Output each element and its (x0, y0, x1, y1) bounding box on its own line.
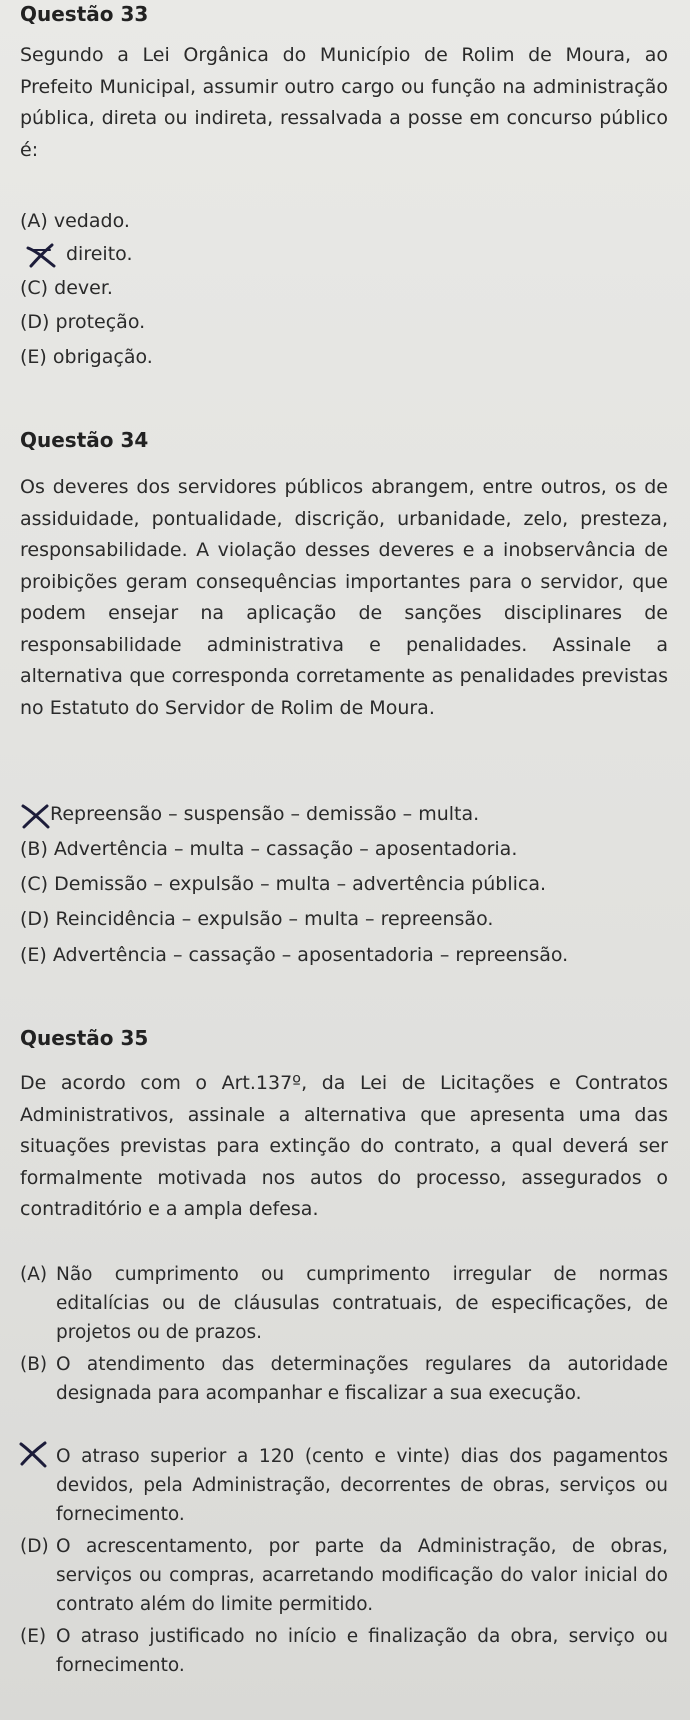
handwritten-x-mark-icon (20, 802, 52, 830)
question-35-title: Questão 35 (20, 1026, 149, 1050)
option-text: O atendimento das determinações regulares da autoridade designada para acompanhar e fiscalizar a sua execução. (56, 1354, 668, 1404)
q35-option-d[interactable] (20, 1532, 668, 1619)
option-letter: (C) (20, 873, 49, 895)
q34-option-b[interactable] (20, 833, 517, 865)
q34-option-e[interactable] (20, 939, 568, 971)
q33-option-e[interactable] (20, 341, 153, 373)
option-text: vedado. (53, 210, 130, 232)
option-text: direito. (66, 243, 133, 265)
question-35-text: De acordo com o Art.137º, da Lei de Licitações e Contratos Administrativos, assinale a alternativa que apresenta uma das situações previstas para extinção do contrato, a qual deverá ser formalmente motivada nos autos do processo, assegurados o contraditório e a ampla defesa. (20, 1072, 668, 1220)
option-letter: (D) (20, 311, 50, 333)
question-34-title: Questão 34 (20, 428, 149, 452)
option-letter: (A) (20, 1264, 48, 1285)
option-letter: (C) (20, 277, 49, 299)
option-text: O atraso justificado no início e finalização da obra, serviço ou fornecimento. (56, 1626, 668, 1676)
option-text: Advertência – cassação – aposentadoria – repreensão. (52, 944, 569, 966)
option-letter: (E) (20, 1626, 47, 1647)
q33-option-c[interactable] (20, 272, 113, 304)
option-letter: (D) (20, 908, 50, 930)
option-text: proteção. (55, 311, 146, 333)
q33-option-b[interactable] (66, 238, 132, 270)
option-letter: (A) (20, 210, 48, 232)
option-letter: (B) (20, 838, 48, 860)
q33-option-a[interactable] (20, 205, 130, 237)
option-text: Advertência – multa – cassação – aposentadoria. (53, 838, 518, 860)
question-33-text: Segundo a Lei Orgânica do Município de Rolim de Moura, ao Prefeito Municipal, assumir outro cargo ou função na administração pública, direta ou indireta, ressalvada a posse em concurso público é: (20, 44, 668, 161)
q34-option-a[interactable] (50, 798, 479, 830)
q34-option-c[interactable] (20, 868, 546, 900)
option-letter: (B) (20, 1354, 48, 1375)
option-text: O acrescentamento, por parte da Administração, de obras, serviços ou compras, acarretando modificação do valor inicial do contrato além do limite permitido. (56, 1536, 668, 1615)
option-letter: (D) (20, 1536, 49, 1557)
option-text: Repreensão – suspensão – demissão – multa. (50, 803, 480, 825)
option-letter: (E) (20, 346, 47, 368)
q35-option-c[interactable] (20, 1442, 668, 1529)
q35-option-b[interactable] (20, 1350, 668, 1408)
option-text: Não cumprimento ou cumprimento irregular de normas editalícias ou de cláusulas contratuais, de especificações, de projetos ou de prazos. (56, 1264, 668, 1343)
question-34-text: Os deveres dos servidores públicos abrangem, entre outros, os de assiduidade, pontualidade, discrição, urbanidade, zelo, presteza, responsabilidade. A violação desses deveres e a inobservância de proibições geram consequências importantes para o servidor, que podem ensejar na aplicação de sanções disciplinares de responsabilidade administrativa e penalidades. Assinale a alternativa que corresponda corretamente as penalidades previstas no Estatuto do Servidor de Rolim de Moura. (20, 476, 668, 719)
option-text: O atraso superior a 120 (cento e vinte) dias dos pagamentos devidos, pela Administração, decorrentes de obras, serviços ou fornecimento. (56, 1446, 668, 1525)
option-text: dever. (54, 277, 113, 299)
option-letter: (E) (20, 944, 47, 966)
q35-option-e[interactable] (20, 1622, 668, 1680)
q35-option-a[interactable] (20, 1260, 668, 1347)
option-text: Reincidência – expulsão – multa – repreensão. (55, 908, 494, 930)
option-text: obrigação. (52, 346, 153, 368)
q34-option-d[interactable] (20, 903, 493, 935)
handwritten-x-mark-icon (26, 242, 58, 270)
question-33-title: Questão 33 (20, 2, 149, 26)
q33-option-d[interactable] (20, 306, 145, 338)
option-text: Demissão – expulsão – multa – advertência pública. (54, 873, 547, 895)
